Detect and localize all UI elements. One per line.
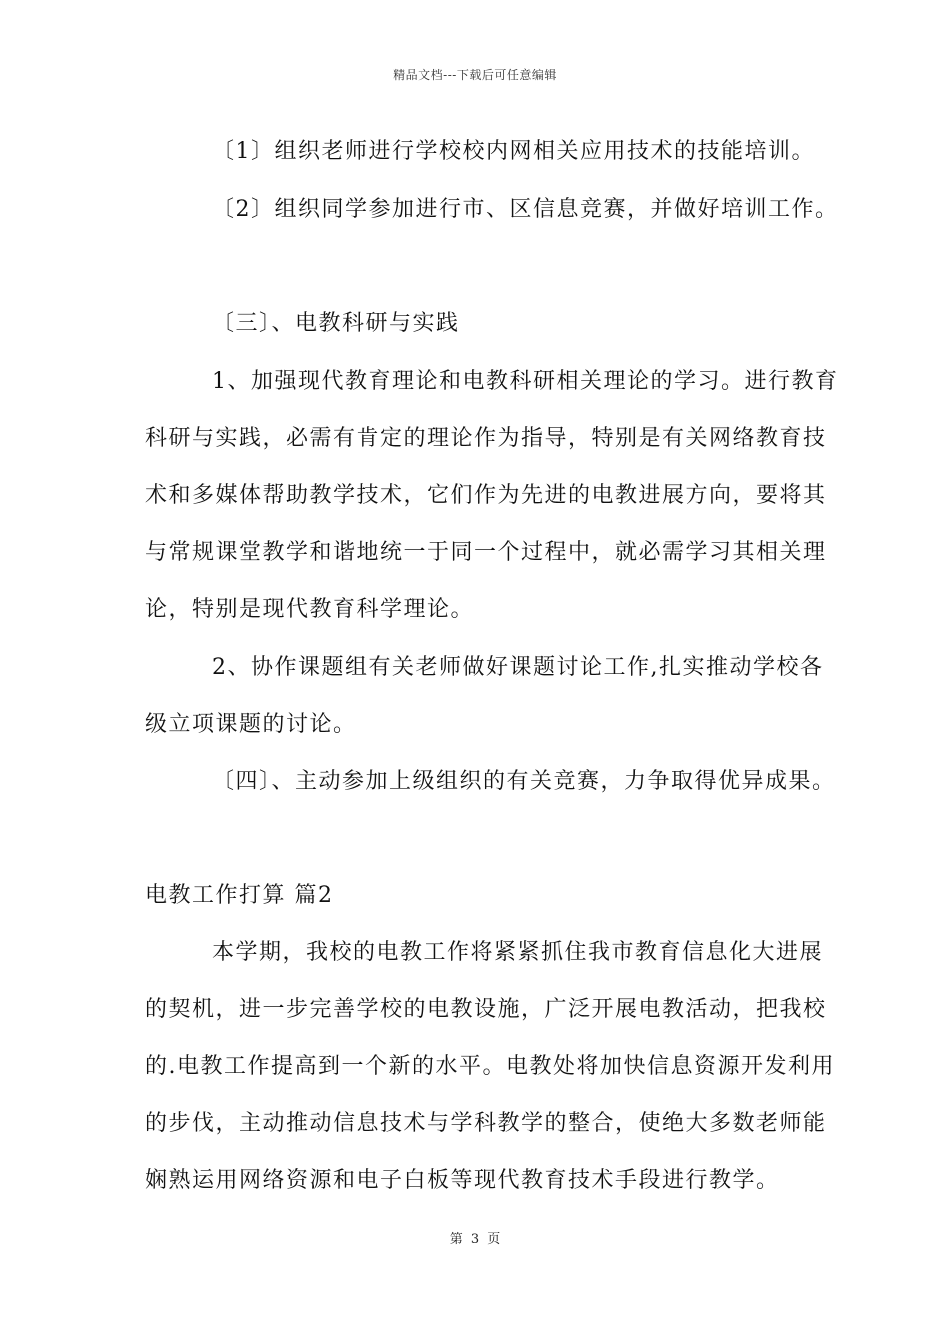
- page-number: 第 3 页: [449, 1232, 501, 1247]
- paragraph-line: 级立项课题的讨论。: [145, 712, 357, 737]
- page-header: 精品文档---下载后可任意编辑: [393, 68, 557, 82]
- paragraph-line: 娴熟运用网络资源和电子白板等现代教育技术手段进行教学。: [145, 1168, 780, 1193]
- paragraph-line: 的契机，进一步完善学校的电教设施，广泛开展电教活动，把我校: [145, 997, 827, 1022]
- paragraph-line: 1、加强现代教育理论和电教科研相关理论的学习。进行教育: [212, 369, 839, 394]
- paragraph-line: 的步伐，主动推动信息技术与学科教学的整合，使绝大多数老师能: [145, 1111, 827, 1136]
- paragraph-line: 与常规课堂教学和谐地统一于同一个过程中，就必需学习其相关理: [145, 540, 827, 565]
- paragraph-line: 2、协作课题组有关老师做好课题讨论工作,扎实推动学校各: [212, 655, 824, 680]
- section-heading: 〔四〕、主动参加上级组织的有关竞赛，力争取得优异成果。: [212, 769, 836, 794]
- paragraph-line: 论，特别是现代教育科学理论。: [145, 597, 475, 622]
- paragraph-line: 〔2〕组织同学参加进行市、区信息竞赛，并做好培训工作。: [212, 197, 839, 222]
- paragraph-line: 本学期，我校的电教工作将紧紧抓住我市教育信息化大进展: [212, 940, 824, 965]
- section-heading: 〔三〕、电教科研与实践: [212, 311, 460, 336]
- paragraph-line: 术和多媒体帮助教学技术，它们作为先进的电教进展方向，要将其: [145, 483, 827, 508]
- paragraph-line: 的.电教工作提高到一个新的水平。电教处将加快信息资源开发利用: [145, 1054, 835, 1079]
- article-title: 电教工作打算 篇2: [145, 883, 334, 908]
- paragraph-line: 〔1〕组织老师进行学校校内网相关应用技术的技能培训。: [212, 139, 815, 164]
- paragraph-line: 科研与实践，必需有肯定的理论作为指导，特别是有关网络教育技: [145, 426, 827, 451]
